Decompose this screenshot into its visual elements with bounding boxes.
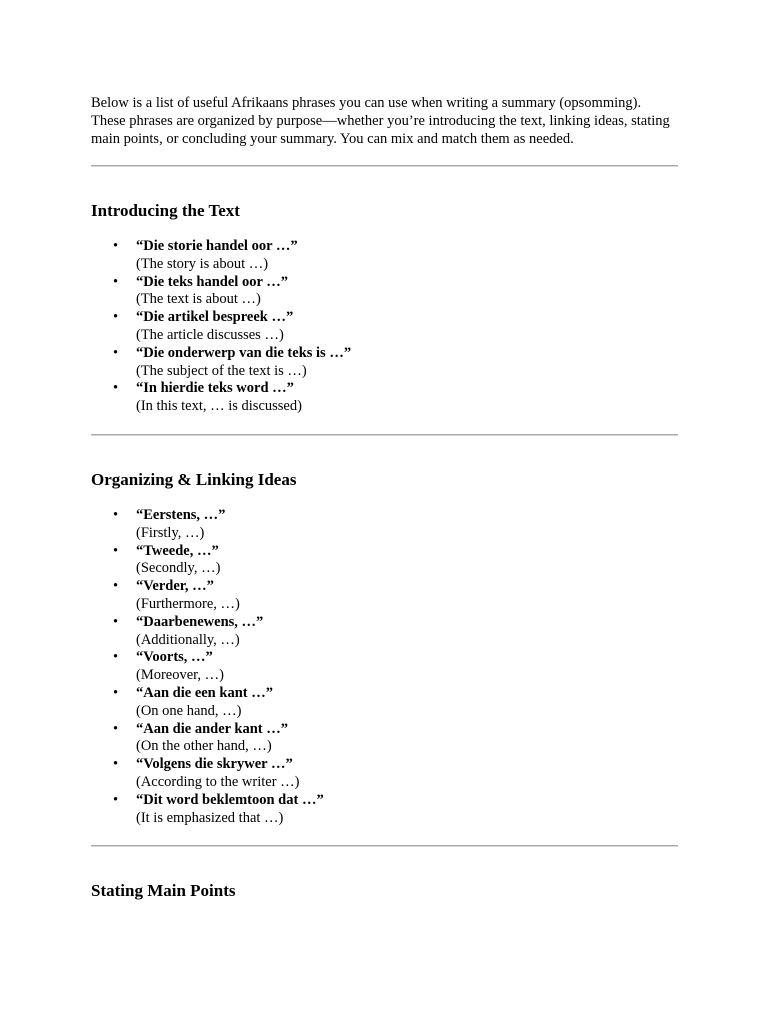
bullet-icon: • <box>113 684 119 701</box>
list-item <box>113 791 678 827</box>
list-item <box>113 237 678 273</box>
bullet-icon: • <box>113 309 119 326</box>
afrikaans-phrase: “Die storie handel oor …” <box>136 238 298 254</box>
bullet-icon: • <box>113 273 119 290</box>
afrikaans-phrase: “Voorts, …” <box>136 649 213 666</box>
phrase-list <box>91 237 678 415</box>
bullet-icon: • <box>113 720 119 737</box>
list-item <box>113 506 678 542</box>
bullet-icon: • <box>113 756 119 773</box>
english-translation: (On the other hand, …) <box>136 738 272 755</box>
afrikaans-phrase: “Die artikel bespreek …” <box>136 309 294 326</box>
section-heading: Introducing the Text <box>91 201 240 220</box>
afrikaans-phrase: “Daarbenewens, …” <box>136 613 264 630</box>
list-item <box>113 613 678 649</box>
bullet-icon: • <box>113 506 119 523</box>
section-organizing-linking-ideas <box>91 470 678 826</box>
afrikaans-phrase: “Die teks handel oor …” <box>136 273 288 290</box>
english-translation: (Furthermore, …) <box>136 595 240 612</box>
english-translation: (The story is about …) <box>136 255 269 272</box>
section-introducing-the-text <box>91 201 678 415</box>
list-item <box>113 648 678 684</box>
list-item <box>113 684 678 720</box>
afrikaans-phrase: “Aan die een kant …” <box>136 684 273 701</box>
afrikaans-phrase: “Aan die ander kant …” <box>136 720 289 737</box>
english-translation: (It is emphasized that …) <box>136 809 284 826</box>
list-item <box>113 720 678 756</box>
afrikaans-phrase: “Dit word beklemtoon dat …” <box>136 791 324 808</box>
english-translation: (Firstly, …) <box>136 524 205 541</box>
bullet-icon: • <box>113 649 119 666</box>
list-item <box>113 379 678 415</box>
bullet-icon: • <box>113 542 119 559</box>
intro-paragraph: Below is a list of useful Afrikaans phrases you can use when writing a summary (opsomming). These phrases are organized by purpose—whether you’re introducing the text, linking ideas, stating main points, or concluding your summary. You can mix and match them as needed. <box>91 95 670 147</box>
section-heading: Organizing & Linking Ideas <box>91 469 297 489</box>
bullet-icon: • <box>113 344 119 361</box>
list-item <box>113 542 678 578</box>
list-item <box>113 273 678 309</box>
afrikaans-phrase: “Volgens die skrywer …” <box>136 756 293 773</box>
bullet-icon: • <box>113 578 119 595</box>
list-item <box>113 308 678 344</box>
english-translation: (Moreover, …) <box>136 667 224 684</box>
bullet-icon: • <box>113 238 119 254</box>
afrikaans-phrase: “Die onderwerp van die teks is …” <box>136 344 352 361</box>
section-divider <box>91 165 678 167</box>
phrase-list <box>91 506 678 826</box>
afrikaans-phrase: “Tweede, …” <box>136 542 219 559</box>
section-divider <box>91 434 678 436</box>
afrikaans-phrase: “In hierdie teks word …” <box>136 380 294 397</box>
english-translation: (According to the writer …) <box>136 773 300 790</box>
bullet-icon: • <box>113 613 119 630</box>
list-item <box>113 577 678 613</box>
english-translation: (Additionally, …) <box>136 631 240 648</box>
bullet-icon: • <box>113 380 119 397</box>
section-divider <box>91 845 678 847</box>
english-translation: (On one hand, …) <box>136 702 242 719</box>
afrikaans-phrase: “Eerstens, …” <box>136 506 226 523</box>
english-translation: (The article discusses …) <box>136 326 284 343</box>
section-stating-main-points <box>91 881 678 901</box>
list-item <box>113 344 678 380</box>
english-translation: (Secondly, …) <box>136 560 221 577</box>
afrikaans-phrase: “Verder, …” <box>136 578 214 595</box>
bullet-icon: • <box>113 791 119 808</box>
section-heading: Stating Main Points <box>91 881 236 901</box>
english-translation: (The text is about …) <box>136 291 261 308</box>
list-item <box>113 755 678 791</box>
english-translation: (The subject of the text is …) <box>136 362 307 379</box>
english-translation: (In this text, … is discussed) <box>136 398 302 415</box>
